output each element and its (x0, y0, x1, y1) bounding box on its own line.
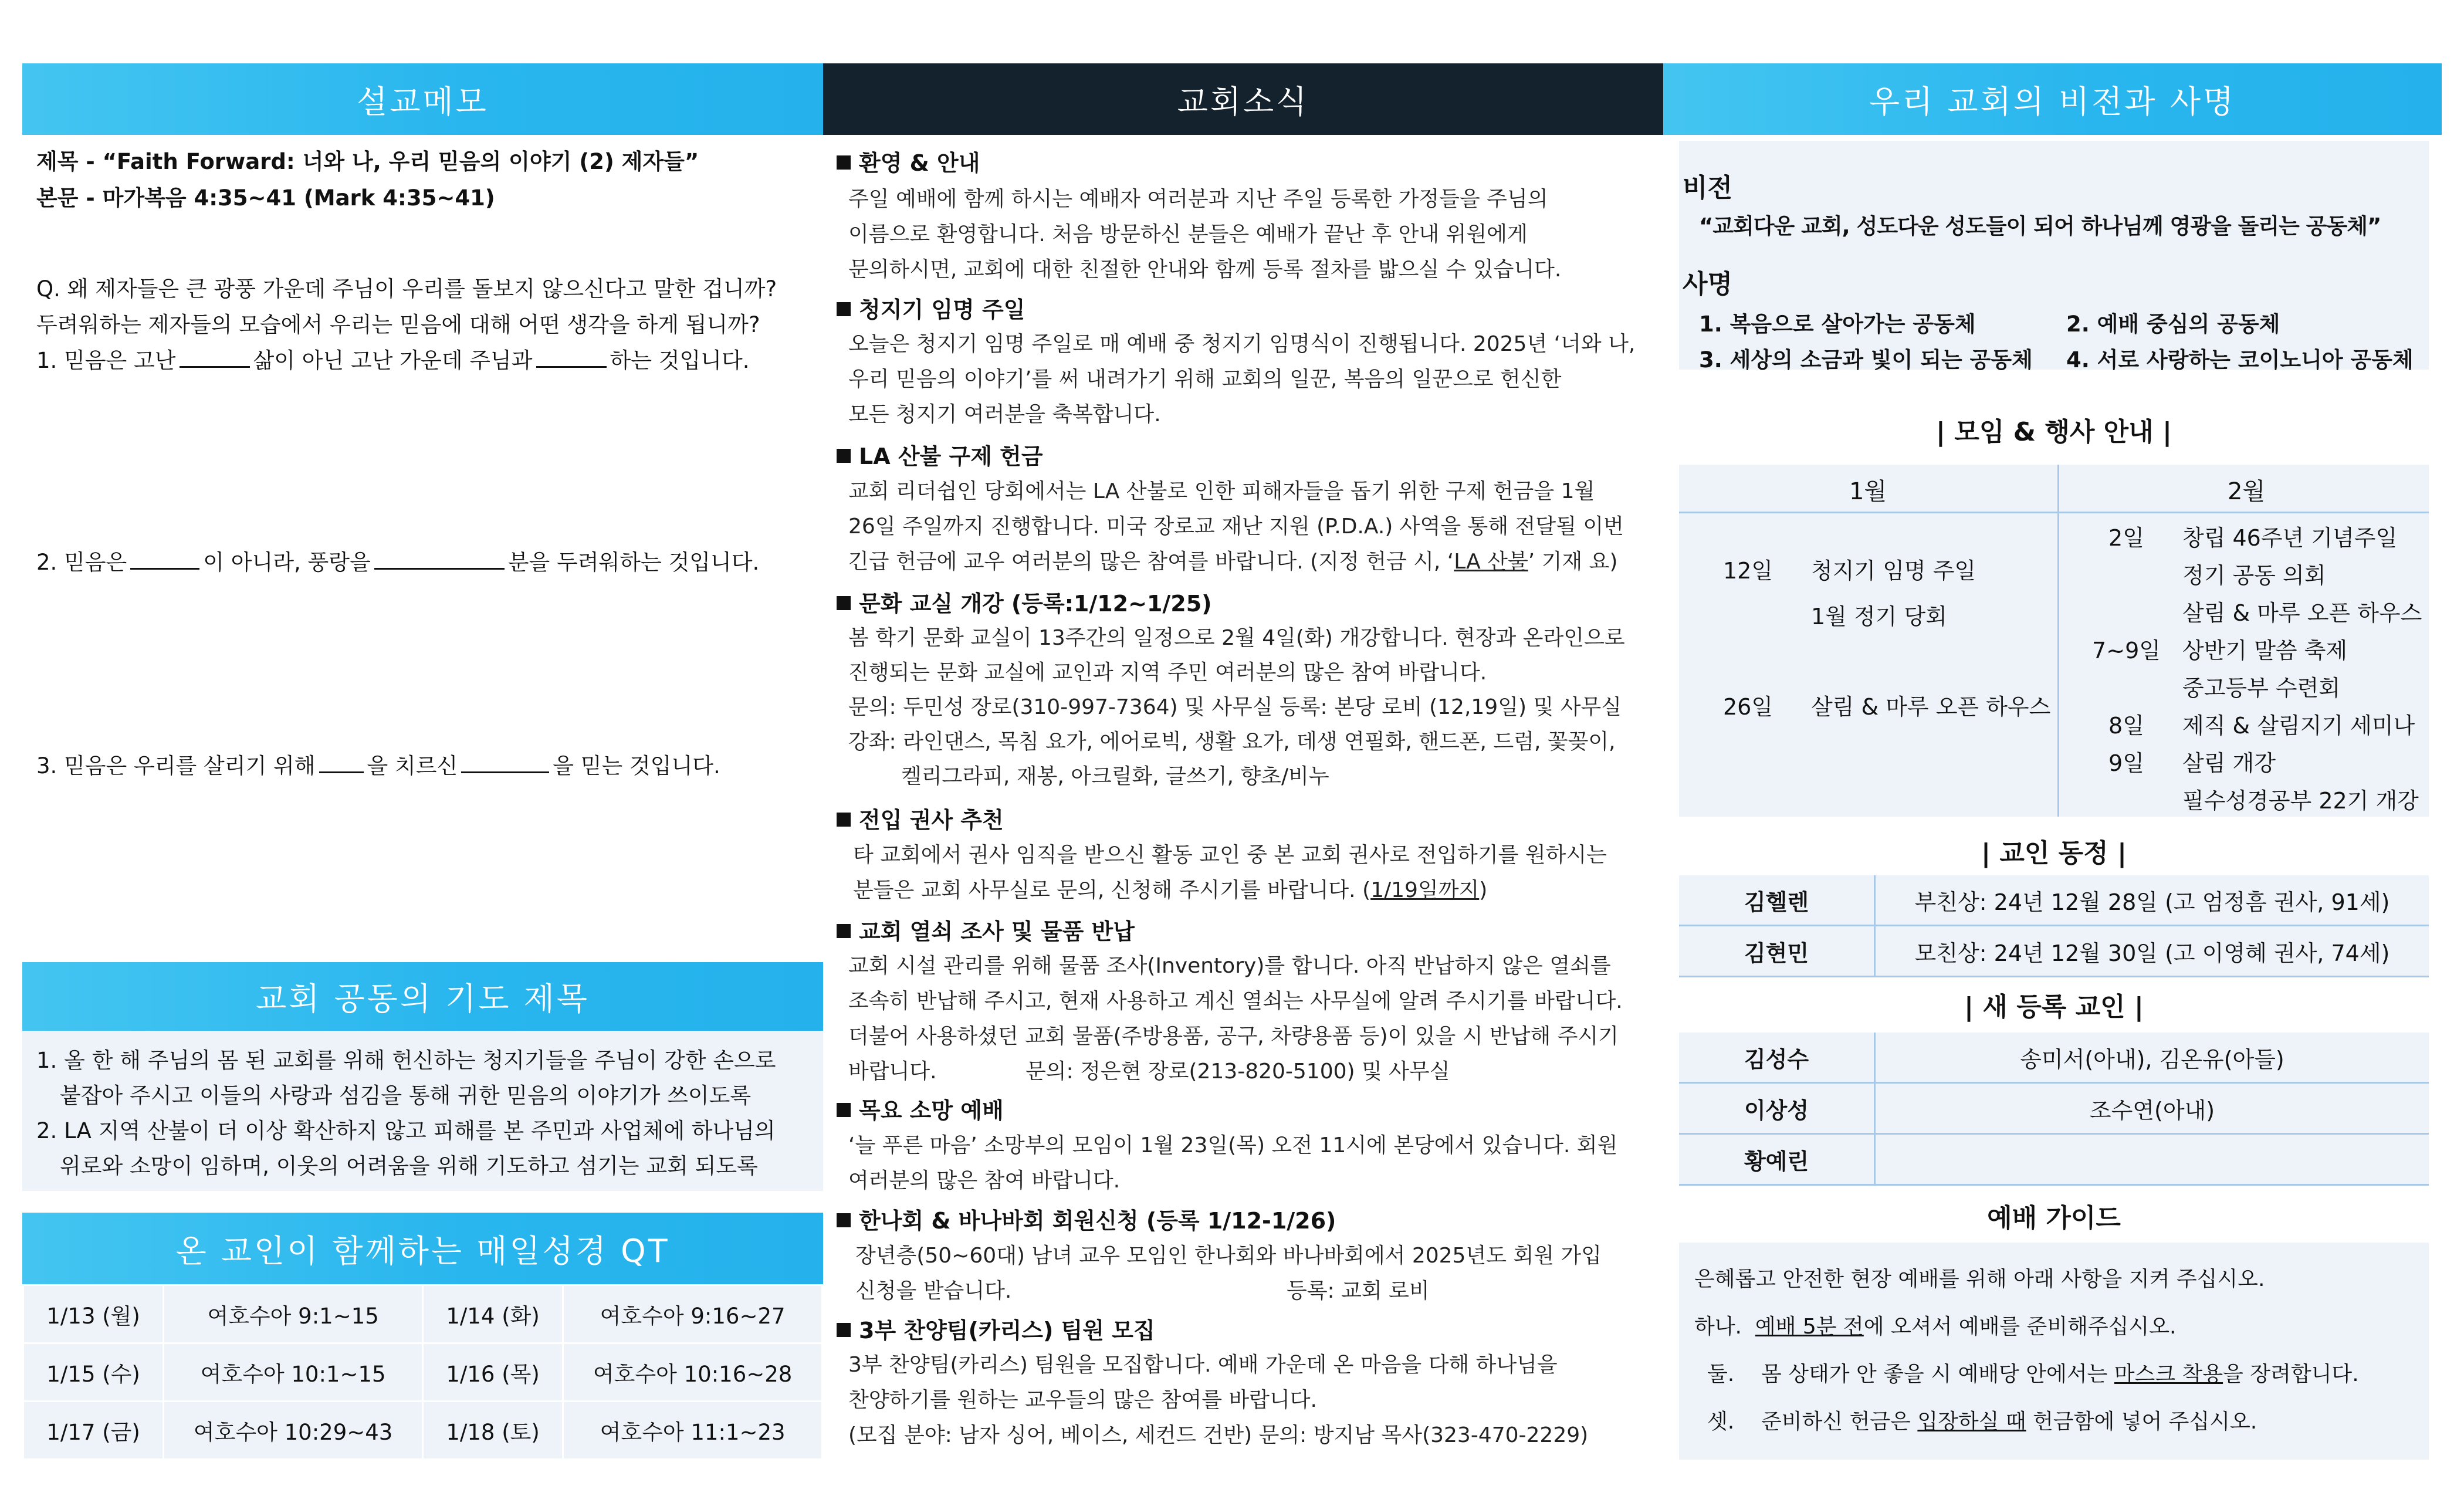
bullet-square-icon (837, 1213, 851, 1227)
fill-in-blank[interactable] (461, 752, 549, 773)
point-1-text-a: 1. 믿음은 고난 (36, 348, 176, 373)
event-day: 12일 (1723, 558, 1773, 584)
member-name: 김현민 (1679, 926, 1875, 977)
point-3-text-a: 3. 믿음은 우리를 살리기 위해 (36, 753, 316, 779)
news-line: 바랍니다. (848, 1060, 937, 1084)
qt-passage: 여호수아 10:1~15 (164, 1343, 423, 1402)
news-section-wildfire: LA 산불 구제 헌금 (837, 438, 1043, 471)
bullet-square-icon (837, 1103, 851, 1117)
sermon-header: 설교메모 (22, 63, 823, 135)
event-title: 살림 & 마루 오픈 하우스 (1811, 694, 2051, 720)
events-header: | 모임 & 행사 안내 | (1935, 417, 2172, 447)
news-line: 봄 학기 문화 교실이 13주간의 일정으로 2월 4일(화) 개강합니다. 현장과 온라인으로 (848, 626, 1625, 650)
news-line: 교회 시설 관리를 위해 물품 조사(Inventory)를 합니다. 아직 반납하지 않은 열쇠를 (848, 954, 1611, 978)
member-name: 이상성 (1679, 1083, 1875, 1134)
member-detail: 조수연(아내) (1875, 1083, 2429, 1134)
news-line: 주일 예배에 함께 하시는 예배자 여러분과 지난 주일 등록한 가정들을 주님의 (848, 187, 1548, 211)
mission-label: 사명 (1683, 269, 1733, 299)
news-line: 조속히 반납해 주시고, 현재 사용하고 계신 열쇠는 사무실에 알려 주시기를 바랍니다. (848, 989, 1623, 1013)
vision-panel (1679, 141, 2429, 373)
qt-date: 1/13 (월) (23, 1285, 164, 1343)
sermon-title: 제목 - “Faith Forward: 너와 나, 우리 믿음의 이야기 (2) 제자들” (36, 149, 699, 174)
news-line: (모집 분야: 남자 싱어, 베이스, 세컨드 건반) 문의: 방지남 목사(323-470-2229) (848, 1423, 1589, 1447)
qt-passage: 여호수아 10:16~28 (563, 1343, 823, 1402)
mission-item-2: 2. 예배 중심의 공동체 (2066, 312, 2280, 337)
event-day: 9일 (2108, 750, 2144, 776)
event-title: 1월 정기 당회 (1811, 604, 1947, 629)
fill-in-blank[interactable] (374, 548, 505, 570)
point-3 (36, 748, 720, 780)
news-section-culture: 문화 교실 개강 (등록:1/12~1/25) (837, 585, 1212, 618)
prayer-list (36, 1043, 776, 1184)
news-section-welcome: 환영 & 안내 (837, 145, 980, 177)
event-day: 8일 (2108, 713, 2144, 739)
news-line: 이름으로 환영합니다. 처음 방문하신 분들은 예배가 끝난 후 안내 위원에게 (848, 222, 1528, 246)
news-line: 3부 찬양팀(카리스) 팀원을 모집합니다. 예배 가운데 온 마음을 다해 하나님을 (848, 1353, 1558, 1377)
event-day: 7~9일 (2092, 638, 2161, 664)
qt-row (23, 1285, 823, 1343)
news-section-thursday: 목요 소망 예배 (837, 1092, 1004, 1125)
qt-date: 1/16 (목) (422, 1343, 563, 1402)
qt-row (23, 1402, 823, 1460)
guide-item-2: 둘. 몸 상태가 안 좋을 시 예배당 안에서는 마스크 착용을 장려합니다. (1707, 1362, 2359, 1386)
events-table (1679, 465, 2429, 817)
event-day: 2일 (2108, 525, 2144, 551)
newcomers-header: | 새 등록 교인 | (1964, 992, 2144, 1022)
mission-item-1: 1. 복음으로 살아가는 공동체 (1699, 312, 1976, 337)
members-header: | 교인 동정 | (1981, 838, 2127, 868)
qt-passage: 여호수아 10:29~43 (164, 1402, 423, 1460)
prayer-header: 교회 공동의 기도 제목 (22, 962, 823, 1031)
guide-header: 예배 가이드 (1987, 1203, 2121, 1233)
mission-item-3: 3. 세상의 소금과 빛이 되는 공동체 (1699, 347, 2033, 373)
newcomers-table (1679, 1033, 2429, 1186)
news-line: 문의하시면, 교회에 대한 친절한 안내와 함께 등록 절차를 밟으실 수 있습니다. (848, 258, 1562, 282)
news-line: ‘늘 푸른 마음’ 소망부의 모임이 1월 23일(목) 오전 11시에 본당에서 있습니다. 회원 (848, 1133, 1618, 1157)
fill-in-blank[interactable] (180, 346, 250, 368)
prayer-item-1-cont: 붙잡아 주시고 이들의 사랑과 섬김을 통해 귀한 믿음의 이야기가 쓰이도록 (60, 1083, 752, 1108)
news-line: 진행되는 문화 교실에 교인과 지역 주민 여러분의 많은 참여 바랍니다. (848, 661, 1487, 685)
member-name: 황예린 (1679, 1134, 1875, 1185)
news-line: 긴급 헌금에 교우 여러분의 많은 참여를 바랍니다. (지정 헌금 시, ‘LA 산불’ 기재 요) (848, 550, 1618, 574)
news-section-steward: 청지기 임명 주일 (837, 292, 1025, 324)
member-detail (1875, 1134, 2429, 1185)
news-line: 문의: 정은현 장로(213-820-5100) 및 사무실 (1025, 1060, 1450, 1084)
news-line: 강좌: 라인댄스, 목침 요가, 에어로빅, 생활 요가, 데생 연필화, 핸드폰, 드럼, 꽃꽂이, (848, 730, 1616, 754)
qt-date: 1/14 (화) (422, 1285, 563, 1343)
point-1-text-b: 삶이 아닌 고난 가운데 주님과 (253, 348, 533, 373)
member-detail: 송미서(아내), 김온유(아들) (1875, 1033, 2429, 1083)
qt-passage: 여호수아 9:16~27 (563, 1285, 823, 1343)
news-section-keys: 교회 열쇠 조사 및 물품 반납 (837, 913, 1135, 946)
question-line-2: 두려워하는 제자들의 모습에서 우리는 믿음에 대해 어떤 생각을 하게 됩니까? (36, 312, 760, 337)
news-line: 오늘은 청지기 임명 주일로 매 예배 중 청지기 임명식이 진행됩니다. 2025년 ‘너와 나, (848, 332, 1636, 356)
sermon-passage: 본문 - 마가복음 4:35~41 (Mark 4:35~41) (36, 185, 495, 211)
guide-item-3: 셋. 준비하신 헌금은 입장하실 때 헌금함에 넣어 주십시오. (1707, 1410, 2257, 1434)
news-body (832, 0, 1659, 1496)
newcomers-row (1679, 1033, 2429, 1083)
vision-label: 비전 (1683, 173, 1733, 203)
prayer-item-2-cont: 위로와 소망이 임하며, 이웃의 어려움을 위해 기도하고 섬기는 교회 되도록 (60, 1153, 758, 1179)
news-line: 교회 리더쉽인 당회에서는 LA 산불로 인한 피해자들을 돕기 위한 구제 헌금을 1월 (848, 479, 1595, 503)
events-month-jan: 1월 (1849, 478, 1887, 505)
event-title: 상반기 말씀 축제 (2182, 638, 2348, 664)
event-title: 중고등부 수련회 (2182, 675, 2341, 701)
news-line: 신청을 받습니다. (855, 1279, 1012, 1303)
members-table (1679, 875, 2429, 977)
event-title: 정기 공동 의회 (2182, 563, 2326, 588)
bullet-square-icon (837, 449, 851, 463)
member-detail: 모친상: 24년 12월 30일 (고 이영혜 권사, 74세) (1875, 926, 2429, 977)
news-line: 타 교회에서 권사 임직을 받으신 활동 교인 중 본 교회 권사로 전입하기를 원하시는 (853, 843, 1607, 867)
newcomers-row (1679, 1134, 2429, 1185)
member-detail: 부친상: 24년 12월 28일 (고 엄정흠 권사, 91세) (1875, 875, 2429, 926)
point-2-text-b: 이 아니라, 풍랑을 (203, 550, 371, 575)
sermon-question (36, 271, 777, 378)
guide-intro: 은혜롭고 안전한 현장 예배를 위해 아래 사항을 지켜 주십시오. (1694, 1267, 2265, 1291)
prayer-item-2: 2. LA 지역 산불이 더 이상 확산하지 않고 피해를 본 주민과 사업체에 하나님의 (36, 1118, 776, 1143)
news-section-praise: 3부 찬양팀(카리스) 팀원 모집 (837, 1312, 1155, 1345)
news-line: 26일 주일까지 진행합니다. 미국 장로교 재난 지원 (P.D.A.) 사역을 통해 전달될 이번 (848, 515, 1624, 539)
point-1 (36, 343, 777, 378)
news-line: 여러분의 많은 참여 바랍니다. (848, 1169, 1121, 1193)
qt-date: 1/15 (수) (23, 1343, 164, 1402)
bullet-square-icon (837, 1323, 851, 1337)
point-2 (36, 544, 759, 576)
qt-date: 1/18 (토) (422, 1402, 563, 1460)
event-title: 살림 & 마루 오픈 하우스 (2182, 600, 2422, 626)
event-title: 필수성경공부 22기 개강 (2182, 788, 2419, 814)
fill-in-blank[interactable] (319, 752, 364, 773)
point-3-text-c: 을 믿는 것입니다. (553, 753, 720, 779)
news-line: 더불어 사용하셨던 교회 물품(주방용품, 공구, 차량용품 등)이 있을 시 반납해 주시기 (848, 1024, 1619, 1048)
qt-header: 온 교인이 함께하는 매일성경 QT (22, 1213, 823, 1284)
member-name: 김성수 (1679, 1033, 1875, 1083)
mission-item-4: 4. 서로 사랑하는 코이노니아 공동체 (2066, 347, 2414, 373)
vision-header: 우리 교회의 비전과 사명 (1663, 63, 2442, 135)
point-3-text-b: 을 치르신 (367, 753, 458, 779)
news-line: 장년층(50~60대) 남녀 교우 모임인 한나회와 바나바회에서 2025년도 회원 가입 (855, 1244, 1602, 1268)
news-line: 우리 믿음의 이야기’를 써 내려가기 위해 교회의 일꾼, 복음의 일꾼으로 헌신한 (848, 367, 1562, 391)
news-line: 모든 청지기 여러분을 축복합니다. (848, 402, 1161, 427)
news-line: 분들은 교회 사무실로 문의, 신청해 주시기를 바랍니다. (1/19일까지) (853, 878, 1488, 902)
events-divider-v (2057, 465, 2059, 817)
point-1-text-c: 하는 것입니다. (610, 348, 750, 373)
bullet-square-icon (837, 302, 851, 316)
news-line: 문의: 두민성 장로(310-997-7364) 및 사무실 등록: 본당 로비 (12,19일) 및 사무실 (848, 695, 1622, 719)
point-2-text-a: 2. 믿음은 (36, 550, 127, 575)
bullet-square-icon (837, 813, 851, 827)
newcomers-row (1679, 1083, 2429, 1134)
member-name: 김헬렌 (1679, 875, 1875, 926)
news-header: 교회소식 (823, 63, 1663, 135)
qt-date: 1/17 (금) (23, 1402, 164, 1460)
members-row (1679, 875, 2429, 926)
events-month-feb: 2월 (2228, 478, 2266, 505)
qt-passage: 여호수아 9:1~15 (164, 1285, 423, 1343)
prayer-item-1: 1. 올 한 해 주님의 몸 된 교회를 위해 헌신하는 청지기들을 주님이 강한 손으로 (36, 1048, 776, 1073)
event-day: 26일 (1723, 694, 1773, 720)
members-row (1679, 926, 2429, 977)
event-title: 창립 46주년 기념주일 (2182, 525, 2398, 551)
qt-table (22, 1284, 823, 1460)
news-section-hannah: 한나회 & 바나바회 회원신청 (등록 1/12-1/26) (837, 1203, 1336, 1235)
news-section-deaconess: 전입 권사 추천 (837, 802, 1004, 834)
bullet-square-icon (837, 155, 851, 170)
events-divider-h (1679, 512, 2429, 513)
guide-panel (1679, 1243, 2429, 1460)
guide-item-1: 하나. 예배 5분 전에 오셔서 예배를 준비해주십시오. (1694, 1315, 2177, 1339)
qt-row (23, 1343, 823, 1402)
event-title: 살림 개강 (2182, 750, 2276, 776)
event-title: 제직 & 살림지기 세미나 (2182, 713, 2415, 739)
vision-statement: “교회다운 교회, 성도다운 성도들이 되어 하나님께 영광을 돌리는 공동체” (1699, 214, 2381, 239)
question-line-1: Q. 왜 제자들은 큰 광풍 가운데 주님이 우리를 돌보지 않으신다고 말한 겁니까? (36, 276, 777, 302)
event-title: 청지기 임명 주일 (1811, 558, 1976, 584)
bullet-square-icon (837, 596, 851, 610)
news-line: 켈리그라피, 재봉, 아크릴화, 글쓰기, 향초/비누 (901, 764, 1329, 788)
fill-in-blank[interactable] (130, 548, 199, 570)
bullet-square-icon (837, 924, 851, 938)
news-line: 찬양하기를 원하는 교우들의 많은 참여를 바랍니다. (848, 1388, 1317, 1412)
qt-passage: 여호수아 11:1~23 (563, 1402, 823, 1460)
point-2-text-c: 분을 두려워하는 것입니다. (507, 550, 760, 575)
fill-in-blank[interactable] (536, 346, 607, 368)
news-line: 등록: 교회 로비 (1287, 1279, 1430, 1303)
